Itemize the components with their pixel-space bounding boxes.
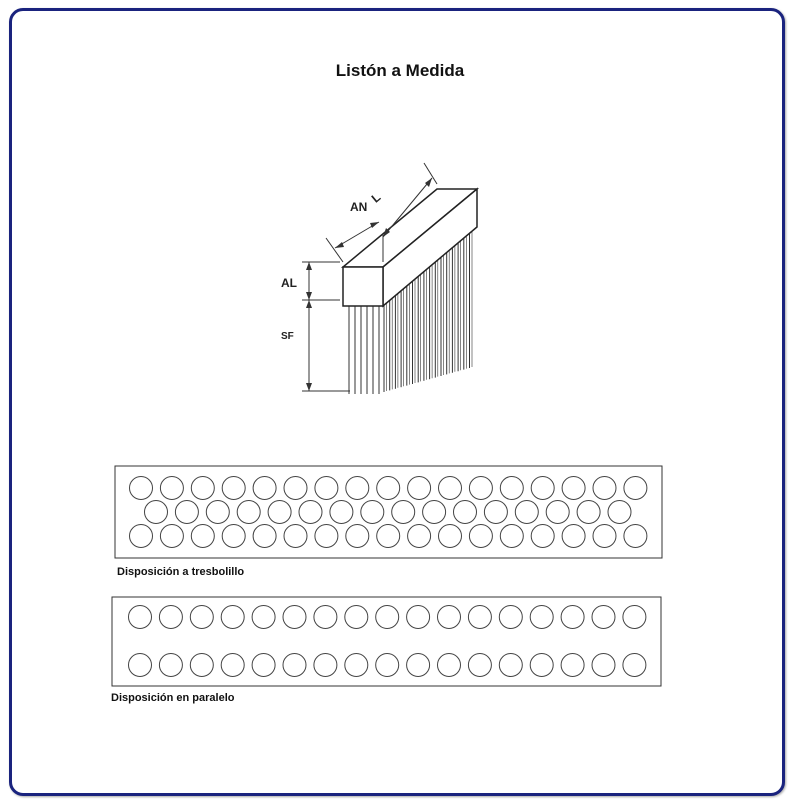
parallel-hole <box>221 654 244 677</box>
staggered-hole <box>206 501 229 524</box>
staggered-hole <box>546 501 569 524</box>
staggered-hole <box>330 501 353 524</box>
sf-label: SF <box>281 331 294 342</box>
parallel-hole <box>159 606 182 629</box>
staggered-hole <box>315 525 338 548</box>
staggered-hole <box>624 525 647 548</box>
staggered-hole <box>484 501 507 524</box>
parallel-hole <box>468 606 491 629</box>
staggered-hole <box>160 477 183 500</box>
staggered-hole <box>191 525 214 548</box>
parallel-hole <box>468 654 491 677</box>
parallel-hole <box>530 606 553 629</box>
staggered-hole <box>562 477 585 500</box>
parallel-hole <box>438 606 461 629</box>
parallel-hole <box>283 654 306 677</box>
parallel-hole <box>159 654 182 677</box>
parallel-hole <box>129 606 152 629</box>
parallel-hole <box>283 606 306 629</box>
staggered-hole <box>222 525 245 548</box>
staggered-hole <box>191 477 214 500</box>
parallel-hole <box>438 654 461 677</box>
staggered-hole <box>160 525 183 548</box>
staggered-hole <box>268 501 291 524</box>
block-front-face <box>343 267 383 306</box>
parallel-hole <box>561 654 584 677</box>
staggered-hole <box>284 525 307 548</box>
staggered-hole <box>408 477 431 500</box>
staggered-hole <box>423 501 446 524</box>
parallel-hole <box>592 654 615 677</box>
parallel-hole <box>499 606 522 629</box>
parallel-hole <box>623 654 646 677</box>
staggered-hole <box>175 501 198 524</box>
al-arrow-top <box>306 262 312 270</box>
staggered-hole <box>562 525 585 548</box>
staggered-hole <box>392 501 415 524</box>
parallel-hole <box>530 654 553 677</box>
parallel-hole <box>314 606 337 629</box>
l-label: L <box>368 190 384 206</box>
staggered-hole <box>408 525 431 548</box>
parallel-hole <box>221 606 244 629</box>
sf-arrow-top <box>306 300 312 308</box>
staggered-hole <box>284 477 307 500</box>
staggered-hole <box>454 501 477 524</box>
staggered-hole <box>145 501 168 524</box>
staggered-hole <box>531 477 554 500</box>
staggered-hole <box>299 501 322 524</box>
parallel-hole <box>252 654 275 677</box>
staggered-hole <box>253 477 276 500</box>
staggered-hole <box>253 525 276 548</box>
staggered-hole <box>624 477 647 500</box>
page-title: Listón a Medida <box>335 61 465 80</box>
an-label: AN <box>350 200 368 214</box>
parallel-hole <box>345 606 368 629</box>
staggered-hole <box>222 477 245 500</box>
staggered-hole <box>130 477 153 500</box>
parallel-hole <box>592 606 615 629</box>
al-arrow-bottom <box>306 292 312 300</box>
staggered-hole <box>500 477 523 500</box>
parallel-caption: Disposición en paralelo <box>111 692 235 704</box>
parallel-hole <box>407 654 430 677</box>
staggered-hole <box>500 525 523 548</box>
staggered-hole <box>608 501 631 524</box>
parallel-hole <box>314 654 337 677</box>
al-label: AL <box>281 276 297 290</box>
parallel-hole <box>190 606 213 629</box>
parallel-hole <box>499 654 522 677</box>
brush-illustration <box>302 163 477 394</box>
staggered-hole <box>577 501 600 524</box>
staggered-hole <box>130 525 153 548</box>
staggered-hole <box>346 525 369 548</box>
parallel-hole <box>252 606 275 629</box>
sf-arrow-bottom <box>306 383 312 391</box>
an-extension-line <box>326 238 343 262</box>
staggered-hole <box>531 525 554 548</box>
parallel-hole <box>561 606 584 629</box>
parallel-hole <box>129 654 152 677</box>
staggered-hole <box>377 477 400 500</box>
staggered-hole <box>237 501 260 524</box>
staggered-hole <box>593 477 616 500</box>
staggered-hole <box>469 477 492 500</box>
staggered-hole <box>346 477 369 500</box>
staggered-hole <box>469 525 492 548</box>
parallel-hole <box>190 654 213 677</box>
staggered-hole <box>377 525 400 548</box>
parallel-hole <box>623 606 646 629</box>
staggered-hole <box>361 501 384 524</box>
parallel-hole <box>376 606 399 629</box>
staggered-hole <box>439 525 462 548</box>
staggered-caption: Disposición a tresbolillo <box>117 566 245 578</box>
staggered-hole <box>439 477 462 500</box>
staggered-hole <box>315 477 338 500</box>
staggered-hole <box>593 525 616 548</box>
parallel-hole <box>345 654 368 677</box>
parallel-hole <box>407 606 430 629</box>
parallel-hole <box>376 654 399 677</box>
staggered-hole <box>515 501 538 524</box>
